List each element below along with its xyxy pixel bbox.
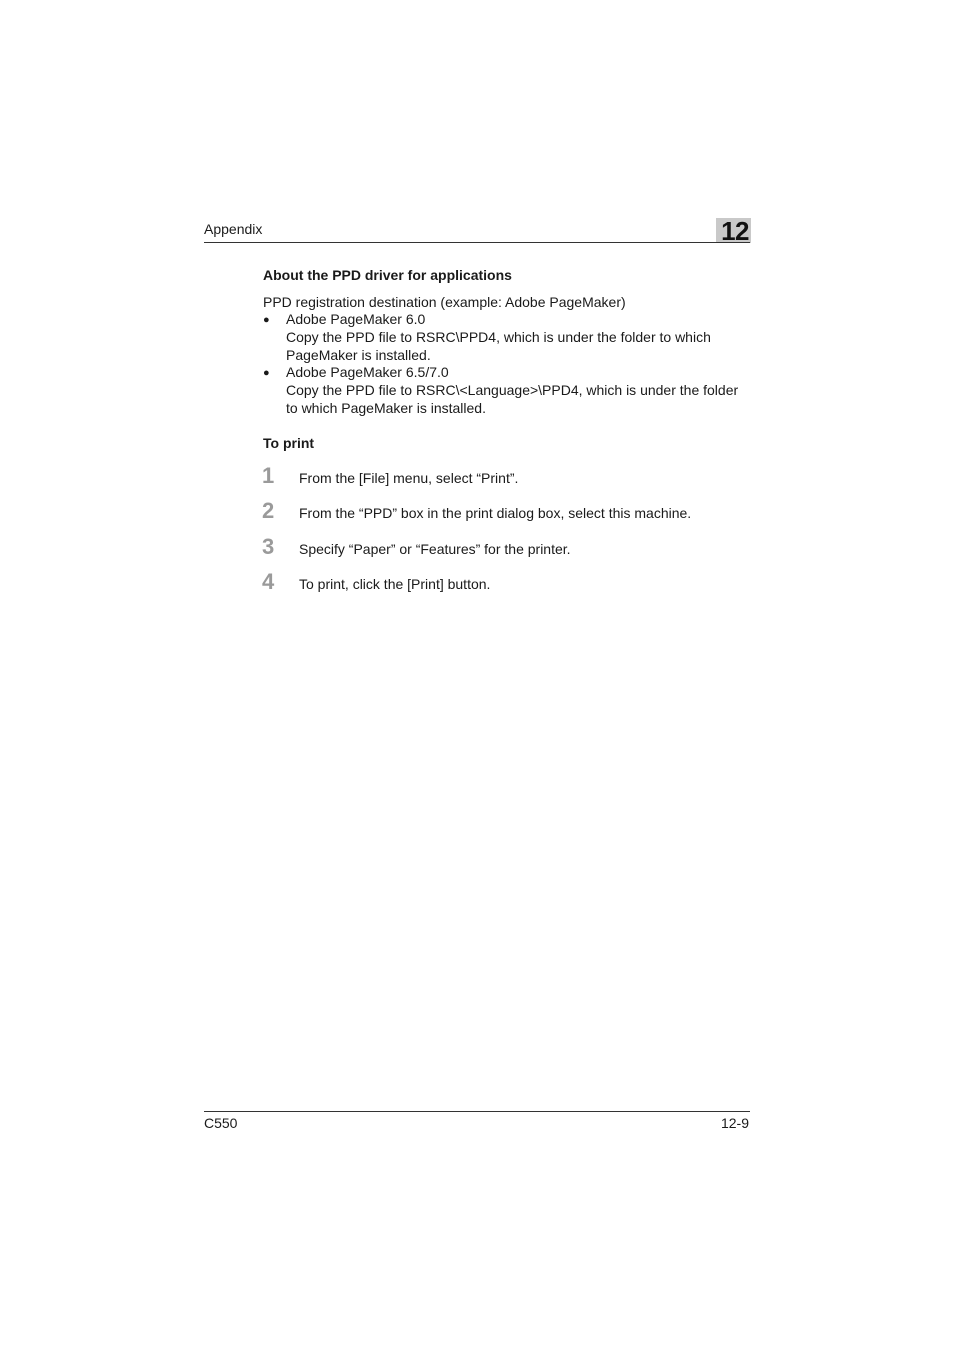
- step-number: 2: [262, 498, 275, 523]
- step-number: 4: [262, 569, 275, 594]
- footer-model: C550: [204, 1115, 238, 1131]
- bullet-marker: ●: [263, 314, 270, 326]
- footer-divider: [204, 1111, 750, 1112]
- bullet-item-line: Copy the PPD file to RSRC\PPD4, which is under the folder to which: [286, 329, 711, 345]
- step-text: To print, click the [Print] button.: [299, 576, 491, 592]
- ppd-section-heading: About the PPD driver for applications: [263, 267, 512, 283]
- ppd-intro-text: PPD registration destination (example: Adobe PageMaker): [263, 294, 626, 310]
- bullet-marker: ●: [263, 367, 270, 379]
- step-text: From the “PPD” box in the print dialog box, select this machine.: [299, 505, 692, 521]
- bullet-item-title: Adobe PageMaker 6.0: [286, 311, 426, 327]
- step-text: From the [File] menu, select “Print”.: [299, 470, 519, 486]
- bullet-item-line: PageMaker is installed.: [286, 347, 431, 363]
- header-divider: [204, 242, 750, 243]
- bullet-item-line: Copy the PPD file to RSRC\<Language>\PPD4, which is under the folder: [286, 382, 739, 398]
- chapter-number: 12: [721, 216, 749, 246]
- step-number: 1: [262, 463, 275, 488]
- bullet-item-pagemaker-6-0: [286, 310, 756, 364]
- bullet-item-title: Adobe PageMaker 6.5/7.0: [286, 364, 449, 380]
- bullet-item-line: to which PageMaker is installed.: [286, 400, 486, 416]
- running-header-label: Appendix: [204, 221, 263, 237]
- step-text: Specify “Paper” or “Features” for the printer.: [299, 541, 571, 557]
- bullet-item-pagemaker-6-5-7-0: [286, 363, 756, 417]
- step-number: 3: [262, 534, 275, 559]
- footer-page-number: 12-9: [720, 1115, 749, 1131]
- print-section-heading: To print: [263, 435, 315, 451]
- chapter-badge: [716, 216, 751, 246]
